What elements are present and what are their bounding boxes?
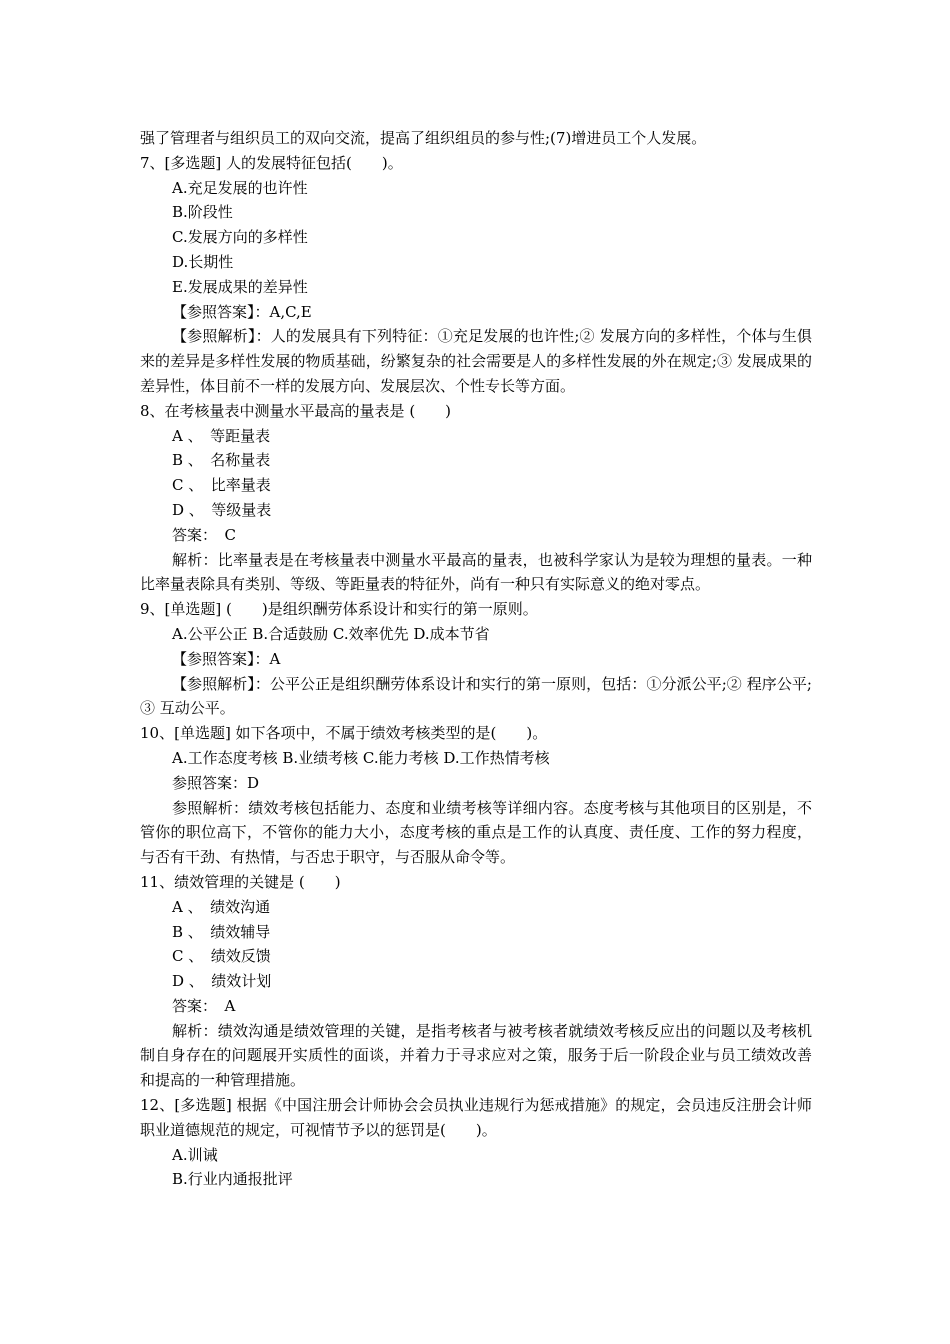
option-a: A.训诫 [172, 1145, 218, 1164]
option-e: E.发展成果的差异性 [172, 277, 308, 296]
question-11 [140, 870, 812, 1093]
option-d: D.长期性 [172, 252, 234, 271]
option-b: B.阶段性 [172, 203, 233, 222]
question-stem: 7、[多选题] 人的发展特征包括( )。 [140, 153, 403, 172]
option-c: C 、 比率量表 [172, 476, 271, 495]
options-line: A.公平公正 B.合适鼓励 C.效率优先 D.成本节省 [172, 624, 490, 643]
question-9 [140, 597, 812, 721]
option-a: A 、 等距量表 [172, 426, 271, 445]
answer: 【参照答案】：A [172, 649, 281, 668]
question-stem: 12、[多选题] 根据《中国注册会计师协会会员执业违规行为惩戒措施》的规定，会员违反注册会计师职业道德规范的规定，可视情节予以的惩罚是( )。 [140, 1096, 812, 1139]
question-10 [140, 721, 812, 870]
intro-paragraph: 强了管理者与组织员工的双向交流，提高了组织组员的参与性;(7)增进员工个人发展。 [140, 129, 707, 147]
question-stem: 10、[单选题] 如下各项中，不属于绩效考核类型的是( )。 [140, 724, 548, 743]
option-b: B 、 名称量表 [172, 451, 271, 470]
option-b: B 、 绩效辅导 [172, 922, 271, 941]
option-b: B.行业内通报批评 [172, 1170, 293, 1189]
option-c: C.发展方向的多样性 [172, 228, 308, 247]
answer: 参照答案：D [172, 773, 260, 792]
option-c: C 、 绩效反馈 [172, 947, 271, 966]
answer: 【参照答案】：A,C,E [172, 302, 312, 321]
answer: 答案： C [172, 525, 236, 544]
analysis: 解析：比率量表是在考核量表中测量水平最高的量表，也被科学家认为是较为理想的量表。一种比率量表除具有类别、等级、等距量表的特征外，尚有一种只有实际意义的绝对零点。 [140, 550, 812, 594]
question-stem: 8、在考核量表中测量水平最高的量表是 ( ) [140, 401, 452, 420]
analysis: 解析：绩效沟通是绩效管理的关键，是指考核者与被考核者就绩效考核反应出的问题以及考核机制自身存在的问题展开实质性的面谈，并着力于寻求应对之策，服务于后一阶段企业与员工绩效改善和提高的一种管理措施。 [140, 1021, 812, 1090]
analysis: 参照解析：绩效考核包括能力、态度和业绩考核等详细内容。态度考核与其他项目的区别是，不管你的职位高下，不管你的能力大小，态度考核的重点是工作的认真度、责任度、工作的努力程度，与否有干劲、有热情，与否忠于职守，与否服从命令等。 [140, 798, 812, 867]
question-7 [140, 151, 812, 399]
option-d: D 、 等级量表 [172, 500, 272, 519]
question-8 [140, 399, 812, 597]
options-line: A.工作态度考核 B.业绩考核 C.能力考核 D.工作热情考核 [172, 748, 550, 767]
option-a: A.充足发展的也许性 [172, 178, 308, 197]
answer: 答案： A [172, 996, 236, 1015]
option-d: D 、 绩效计划 [172, 972, 272, 991]
analysis: 【参照解析】：人的发展具有下列特征：①充足发展的也许性;② 发展方向的多样性，个体与生俱来的差异是多样性发展的物质基础，纷繁复杂的社会需要是人的多样性发展的外在规定;③ 发展成果的差异性，体目前不一样的发展方向、发展层次、个性专长等方面。 [140, 327, 812, 395]
question-stem: 9、[单选题] ( )是组织酬劳体系设计和实行的第一原则。 [140, 600, 538, 619]
question-12 [140, 1093, 812, 1192]
analysis: 【参照解析】：公平公正是组织酬劳体系设计和实行的第一原则，包括：①分派公平;② 程序公平;③ 互动公平。 [140, 674, 812, 718]
question-stem: 11、绩效管理的关键是 ( ) [140, 872, 341, 891]
option-a: A 、 绩效沟通 [172, 897, 271, 916]
document-body [140, 126, 812, 1192]
